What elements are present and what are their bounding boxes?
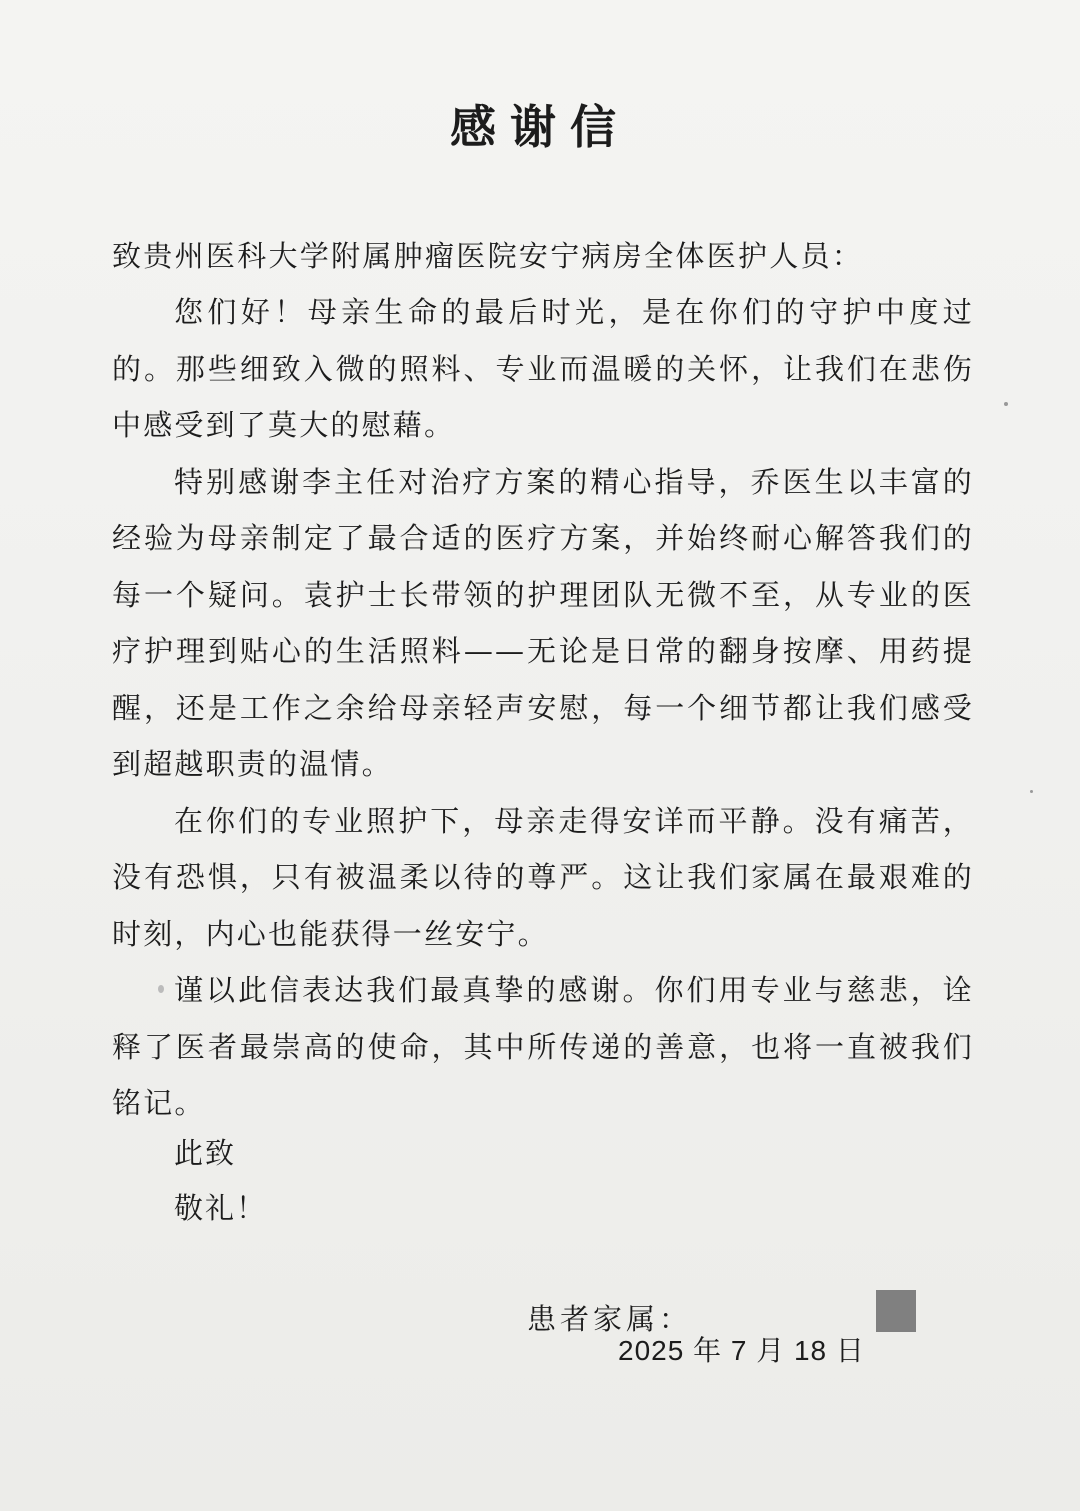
paper-speck (158, 985, 164, 993)
closing-salute: 此致 (174, 1136, 237, 1170)
closing-regards: 敬礼！ (174, 1191, 268, 1225)
letter-salutation: 致贵州医科大学附属肿瘤医院安宁病房全体医护人员： (112, 239, 864, 273)
letter-paragraph: 在你们的专业照护下，母亲走得安详而平静。没有痛苦，没有恐惧，只有被温柔以待的尊严。这让我们家属在最艰难的时刻，内心也能获得一丝安宁。 (112, 803, 974, 951)
letter-paragraph: 谨以此信表达我们最真挚的感谢。你们用专业与慈悲，诠释了医者最崇高的使命，其中所传递的善意，也将一直被我们铭记。 (112, 973, 974, 1120)
signer-label: 患者家属： (527, 1302, 693, 1336)
redacted-name-block (876, 1290, 916, 1332)
letter-date: 2025 年 7 月 18 日 (618, 1335, 865, 1366)
letter-body (112, 284, 974, 1132)
letter-paragraph: 特别感谢李主任对治疗方案的精心指导，乔医生以丰富的经验为母亲制定了最合适的医疗方案，并始终耐心解答我们的每一个疑问。袁护士长带领的护理团队无微不至，从专业的医疗护理到贴心的生活照料——无论是日常的翻身按摩、用药提醒，还是工作之余给母亲轻声安慰，每一个细节都让我们感受到超越职责的温情。 (112, 464, 974, 781)
letter-paragraph: 您们好！母亲生命的最后时光，是在你们的守护中度过的。那些细致入微的照料、专业而温暖的关怀，让我们在悲伤中感受到了莫大的慰藉。 (112, 295, 974, 442)
paper-speck (1030, 790, 1033, 793)
letter-title: 感谢信 (450, 100, 630, 154)
paper-speck (1004, 402, 1008, 406)
